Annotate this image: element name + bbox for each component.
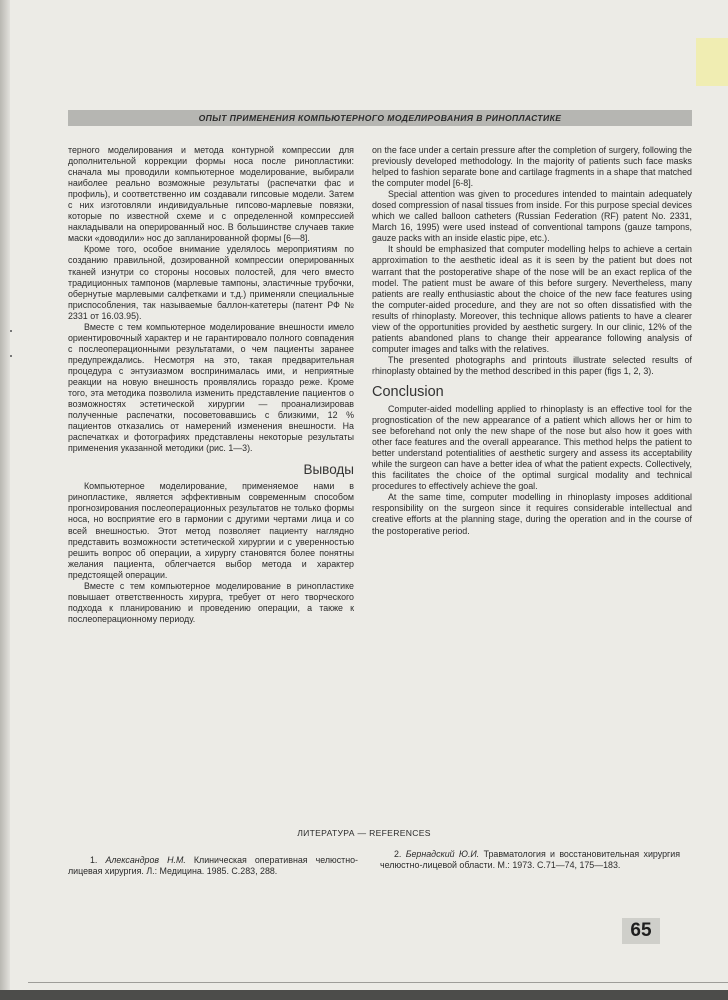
left-column [68, 145, 354, 625]
reference-text: Травматология и восстановительная хирургия челюстно-лицевой области. М.: 1973. С.71—74, 175—183. [380, 849, 681, 871]
paragraph: Вместе с тем компьютерное моделирование внешности имело ориентировочный характер и не гарантировало полного совпадения с послеоперационными результатами, о чем пациенты заранее предупреждались. Несмотря на это, такая предварительная процедура с энтузиазмом воспринималась ими, и неприятные реакции на новую внешность проявлялись гораздо реже. Кроме того, эта методика позволила изменить представление пациентов о возможностях эстетической хирургии — проанализировав полученные распечатки, посоветовавшись с близкими, 12 % пациентов отказались от намерений изменения внешности. На распечатках и фотографиях представлены некоторые результаты применения указанной методики (рис. 1—3). [68, 321, 354, 454]
reference-item [68, 855, 358, 878]
paragraph: Кроме того, особое внимание уделялось мероприятиям по созданию правильной, дозированной компрессии оперированных тканей изнутри со стороны носовых полостей, для чего вместо традиционных тампонов (марлевые тампоны, эластичные трубочки, обернутые марлевыми салфетками и т.д.) применяли специальные приспособления, так называемые баллон-катетеры (патент РФ № 2331 от 16.03.95). [68, 244, 354, 321]
section-title-conclusions: Выводы [303, 462, 354, 478]
paragraph: At the same time, computer modelling in rhinoplasty imposes additional responsibility on the surgeon since it requires considerable intellectual and creative efforts at the planning stage, during the operation and in the course of the postoperative period. [372, 492, 692, 536]
right-column [372, 145, 692, 537]
paragraph: терного моделирования и метода контурной компрессии для дополнительной коррекции формы носа после ринопластики: сначала мы проводили компьютерное моделирование, выбирали наиболее реально возможные результаты (распечатки фас и профиль), и соответственно им создавали гипсовые модели. Затем с них изготовляли индивидуальные гипсово-марлевые повязки, которые по известной схеме и с определенной компрессией накладывали на оперированный нос. В большинстве случаев такие маски «доводили» нос до запланированной формы [6—8]. [68, 145, 354, 244]
running-header: ОПЫТ ПРИМЕНЕНИЯ КОМПЬЮТЕРНОГО МОДЕЛИРОВАНИЯ В РИНОПЛАСТИКЕ [68, 110, 692, 126]
paragraph: It should be emphasized that computer modelling helps to achieve a certain approximation to the aesthetic ideal as it is seen by the patient but does not warrant that the postoperative shape of the nose will be an exact replica of the model. The patient must be aware of this before surgery. Nevertheless, many patients are really enthusiastic about the choice of the new face features using the computer-aided procedure, and they are not so often dissatisfied with the results of rhinoplasty. Moreover, this technique allows patients to have a clearer view of the opportunities provided by aesthetic surgery. In our clinic, 12% of the patients abandoned plans to change their appearance following analysis of computer images and talks with the relatives. [372, 244, 692, 354]
reference-item [380, 849, 680, 872]
paragraph: The presented photographs and printouts illustrate selected results of rhinoplasty obtained by the method described in this paper (figs 1, 2, 3). [372, 354, 692, 376]
sticky-tab [696, 38, 728, 86]
reference-text: Клиническая оперативная челюстно-лицевая хирургия. Л.: Медицина. 1985. С.283, 288. [68, 855, 358, 877]
paragraph: Computer-aided modelling applied to rhinoplasty is an effective tool for the prognostication of the new appearance of a patient which allows her or him to see beforehand not only the new shape of the nose but also how it goes with other face features and the overall appearance. This method helps the patient to better understand potentialities of aesthetic surgery and assess its acceptability while the surgeon can have a better idea of what the patient expects. Collectively, this facilitates the choice of the optimal surgical modality and technical procedures to effectively achieve the goal. [372, 403, 692, 492]
reference-author: Бернадский Ю.И. [405, 849, 480, 859]
paragraph: Вместе с тем компьютерное моделирование в ринопластике повышает ответственность хирурга, требует от него творческого подхода к планированию и проведению операции, а также к послеоперационному периоду. [68, 580, 354, 624]
reference-number: 1. [90, 855, 98, 865]
references-title: ЛИТЕРАТУРА — REFERENCES [297, 828, 431, 838]
reference-number: 2. [394, 849, 402, 859]
scan-line [28, 982, 728, 983]
scan-bottom-edge [0, 990, 728, 1000]
page-number: 65 [622, 918, 660, 944]
paragraph: Special attention was given to procedures intended to maintain adequately dosed compression of nasal tissues from inside. For this purpose special devices which we called balloon catheters (Russian Federation (RF) patent No. 2331, March 16, 1995) were used instead of conventional tampons (gauze tampons, gauze packs with an inside elastic pipe, etc.). [372, 189, 692, 244]
margin-mark [10, 330, 12, 332]
section-title-conclusion: Conclusion [372, 383, 444, 400]
paragraph: on the face under a certain pressure after the completion of surgery, following the previously developed methodology. In the majority of patients such face masks helped to fashion separate bone and cartilage fragments in a shape that matched the computer model [6-8]. [372, 145, 692, 189]
reference-author: Александров Н.М. [105, 855, 186, 865]
paragraph: Компьютерное моделирование, применяемое нами в ринопластике, является эффективным современным способом прогнозирования послеоперационных результатов не только формы носа, но восприятие его в гармонии с другими чертами лица и со всей внешностью. Этот метод позволяет пациенту наглядно представить возможности эстетической хирургии и с уверенностью решить вопрос об операции, а хирургу становятся более понятны желания пациента, облегчается выбор метода и характер предстоящей операции. [68, 481, 354, 580]
margin-mark [10, 355, 12, 357]
page-shadow-edge [0, 0, 10, 1000]
